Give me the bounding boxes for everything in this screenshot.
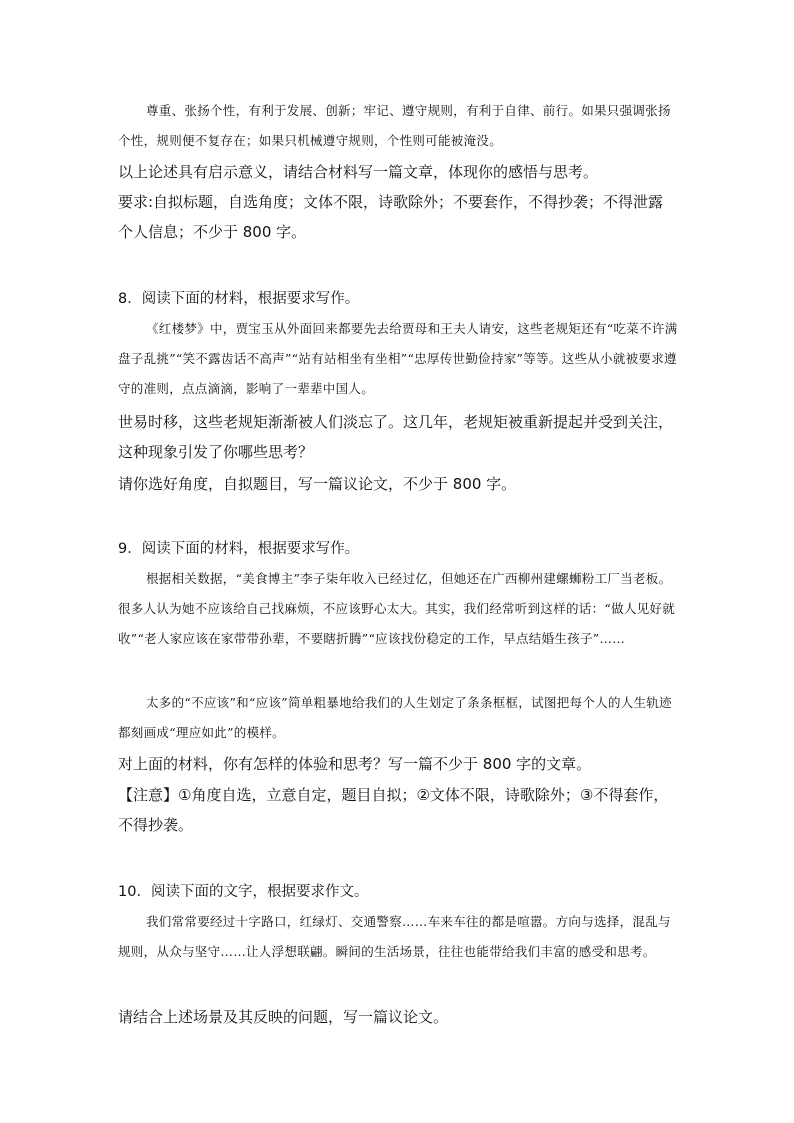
material-quote: 《红楼梦》中，贾宝玉从外面回来都要先去给贾母和王夫人请安，这些老规矩还有“吃菜不许满盘子乱挑”“笑不露齿话不高声”“站有站相坐有坐相”“忠厚传世勤俭持家”等等。这些从小就被要求遵守的准则，点点滴滴，影响了一辈辈中国人。	[118, 321, 678, 396]
question-heading: 10．阅读下面的文字，根据要求作文。	[118, 884, 369, 900]
question-heading: 9．阅读下面的材料，根据要求写作。	[118, 541, 360, 557]
material-quote: 我们常常要经过十字路口，红绿灯、交通警察……车来车往的都是喧嚣。方向与选择，混乱与规则，从众与坚守……让人浮想联翩。瞬间的生活场景，往往也能带给我们丰富的感受和思考。	[118, 914, 671, 959]
material-text: 世易时移，这些老规矩渐渐被人们淡忘了。这几年，老规矩被重新提起并受到关注，这种现象引发了你哪些思考？	[118, 413, 674, 461]
writing-prompt: 以上论述具有启示意义，请结合材料写一篇文章，体现你的感悟与思考。	[118, 163, 599, 181]
writing-requirement: 要求:自拟标题，自选角度；文体不限，诗歌除外；不要套作，不得抄袭；不得泄露个人信息；不少于 800 字。	[118, 193, 664, 241]
material-quote: 太多的“不应该”和“应该”简单粗暴地给我们的人生划定了条条框框，试图把每个人的人生轨迹都刻画成“理应如此”的模样。	[118, 695, 672, 740]
writing-prompt: 对上面的材料，你有怎样的体验和思考？写一篇不少于 800 字的文章。	[118, 755, 592, 773]
writing-prompt: 请结合上述场景及其反映的问题，写一篇议论文。	[118, 1008, 449, 1026]
writing-note: 【注意】①角度自选，立意自定，题目自拟；②文体不限，诗歌除外；③不得套作，不得抄袭。	[118, 786, 669, 834]
material-quote: 尊重、张扬个性，有利于发展、创新；牢记、遵守规则，有利于自律、前行。如果只强调张扬个性，规则便不复存在；如果只机械遵守规则，个性则可能被淹没。	[118, 103, 671, 148]
material-quote: 根据相关数据，“美食博主”李子柒年收入已经过亿，但她还在广西柳州建螺蛳粉工厂当老板。很多人认为她不应该给自己找麻烦，不应该野心太大。其实，我们经常听到这样的话：“做人见好就收”“老人家应该在家带带孙辈，不要瞎折腾”“应该找份稳定的工作，早点结婚生孩子”……	[118, 571, 676, 646]
writing-instruction: 请你选好角度，自拟题目，写一篇议论文，不少于 800 字。	[118, 475, 517, 493]
question-heading: 8．阅读下面的材料，根据要求写作。	[118, 291, 360, 307]
